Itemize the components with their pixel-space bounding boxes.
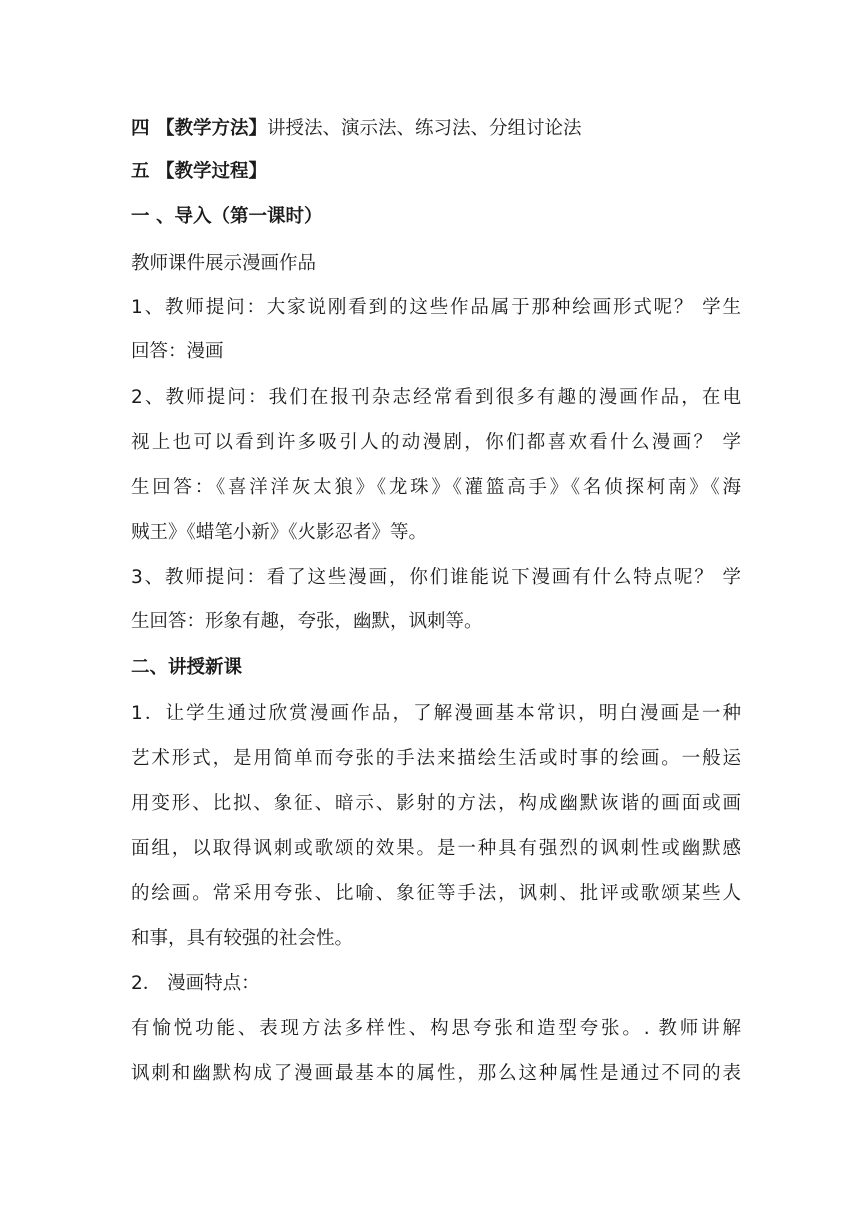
document-line bbox=[131, 792, 741, 816]
body-text: 讽刺和幽默构成了漫画最基本的属性，那么这种属性是通过不同的表 bbox=[131, 1063, 741, 1084]
body-text: 视上也可以看到许多吸引人的动漫剧，你们都喜欢看什么漫画？ 学 bbox=[131, 432, 741, 453]
document-line bbox=[131, 296, 741, 320]
document-line bbox=[131, 656, 741, 680]
document-line bbox=[131, 1062, 741, 1086]
document-line bbox=[131, 340, 741, 364]
document-line bbox=[131, 431, 741, 455]
document-line bbox=[131, 476, 741, 500]
body-text: 1．让学生通过欣赏漫画作品，了解漫画基本常识，明白漫画是一种 bbox=[131, 703, 741, 724]
body-text: 的绘画。常采用夸张、比喻、象征等手法，讽刺、批评或歌颂某些人 bbox=[131, 883, 741, 904]
heading-text: 一 、导入（第一课时） bbox=[131, 206, 323, 227]
document-line bbox=[131, 521, 741, 545]
body-text: 生回答：形象有趣，夸张，幽默，讽刺等。 bbox=[131, 611, 483, 632]
document-line bbox=[131, 160, 741, 184]
document-line bbox=[131, 610, 741, 634]
document-line bbox=[131, 837, 741, 861]
body-text: 面组，以取得讽刺或歌颂的效果。是一种具有强烈的讽刺性或幽默感 bbox=[131, 838, 741, 859]
document-line bbox=[131, 972, 741, 996]
document-line bbox=[131, 117, 741, 141]
document-line bbox=[131, 386, 741, 410]
body-text: 和事，具有较强的社会性。 bbox=[131, 928, 354, 949]
body-text: 教师课件展示漫画作品 bbox=[131, 253, 317, 274]
body-text: 艺术形式，是用简单而夸张的手法来描绘生活或时事的绘画。一般运 bbox=[131, 748, 741, 769]
body-text: 3、教师提问：看了这些漫画，你们谁能说下漫画有什么特点呢？ 学 bbox=[131, 567, 741, 588]
document-line bbox=[131, 1017, 741, 1041]
document-line bbox=[131, 205, 741, 229]
body-text: 生回答：《喜洋洋灰太狼》《龙珠》《灌篮高手》《名侦探柯南》《海 bbox=[131, 477, 741, 498]
body-text: 有愉悦功能、表现方法多样性、构思夸张和造型夸张。. 教师讲解 bbox=[131, 1018, 741, 1039]
document-line bbox=[131, 252, 741, 276]
heading-text: 二、讲授新课 bbox=[131, 657, 243, 678]
body-text: 用变形、比拟、象征、暗示、影射的方法，构成幽默诙谐的画面或画 bbox=[131, 793, 741, 814]
document-line bbox=[131, 702, 741, 726]
document-line bbox=[131, 566, 741, 590]
body-text: 回答：漫画 bbox=[131, 341, 224, 362]
body-text: 2． 漫画特点： bbox=[131, 973, 260, 994]
heading-text: 五 【教学过程】 bbox=[131, 161, 267, 182]
document-line bbox=[131, 747, 741, 771]
document-line bbox=[131, 927, 741, 951]
body-text: 讲授法、演示法、练习法、分组讨论法 bbox=[266, 118, 582, 139]
document-line bbox=[131, 882, 741, 906]
body-text: 贼王》《蜡笔小新》《火影忍者》等。 bbox=[131, 522, 428, 543]
body-text: 2、教师提问：我们在报刊杂志经常看到很多有趣的漫画作品，在电 bbox=[131, 387, 741, 408]
body-text: 1、教师提问：大家说刚看到的这些作品属于那种绘画形式呢？ 学生 bbox=[131, 297, 741, 318]
heading-text: 四 【教学方法】 bbox=[131, 118, 267, 139]
